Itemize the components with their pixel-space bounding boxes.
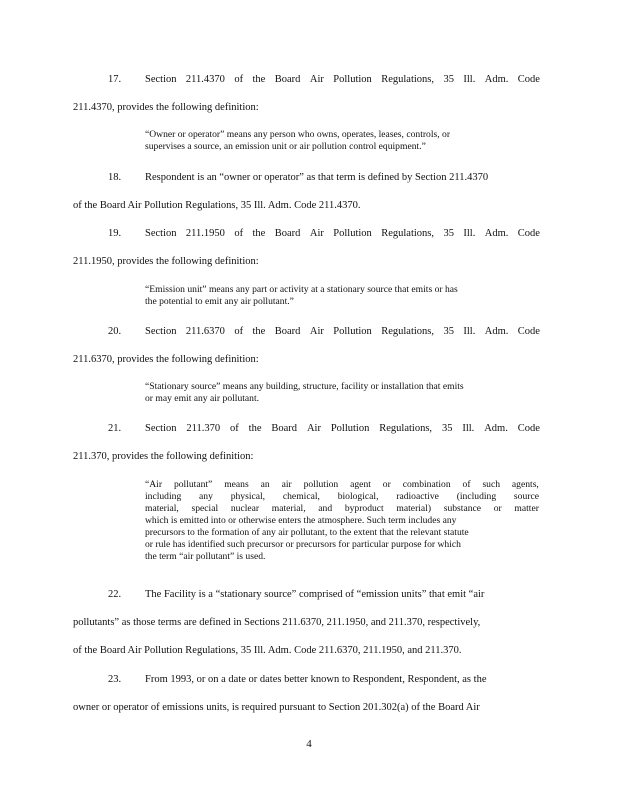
word: Air [309,74,324,85]
word: including [145,491,182,502]
quote-line: or may emit any air pollutant. [145,393,260,404]
word: such [482,479,501,490]
quote-justified-line [145,479,539,491]
word: pollutant” [173,479,213,490]
word: 35 [443,74,454,85]
paragraph-line: of the Board Air Pollution Regulations, 35 Ill. Adm. Code 211.6370, 211.1950, and 211.370. [73,645,462,656]
quote-line: which is emitted into or otherwise enters the atmosphere. Such term includes any [145,515,457,526]
quote-justified-line [145,503,539,515]
paragraph-line: 211.4370, provides the following definition: [73,102,259,113]
paragraph-number: 21. [108,423,122,434]
block-quote [145,129,450,153]
word: Air [306,423,321,434]
word: Section [145,74,177,85]
word: Board [274,326,301,337]
word: Board [271,423,298,434]
word: “Air [145,479,163,490]
paragraph-line: 211.6370, provides the following definition: [73,354,259,365]
word: substance [443,503,482,514]
word: of [234,326,244,337]
word: agents, [511,479,539,490]
word: 211.6370 [185,326,225,337]
word: means [224,479,249,490]
word: the [252,74,266,85]
word: Code [517,326,540,337]
word: Adm. [484,228,509,239]
paragraph-number: 17. [108,74,122,85]
justified-line [145,227,540,240]
quote-line: “Owner or operator” means any person who owns, operates, leases, controls, or [145,129,451,140]
word: any [199,491,213,502]
word: the [252,228,266,239]
word: the [252,326,266,337]
paragraph-line: 211.370, provides the following definition: [73,451,254,462]
word: Code [517,423,540,434]
word: and [318,503,333,514]
word: 211.1950 [185,228,225,239]
word: of [462,479,471,490]
word: Air [309,228,324,239]
word: of [234,228,244,239]
word: of [230,423,239,434]
quote-line: “Emission unit” means any part or activity at a stationary source that emits or has [145,284,458,295]
word: Adm. [484,423,508,434]
word: Pollution [330,423,370,434]
paragraph-line: From 1993, or on a date or dates better known to Respondent, Respondent, as the [145,674,487,685]
quote-line: the potential to emit any air pollutant.” [145,296,294,307]
block-quote [145,284,458,308]
word: Regulations, [379,423,433,434]
justified-line [145,422,540,435]
word: combination [402,479,451,490]
word: Regulations, [381,326,435,337]
word: physical, [230,491,266,502]
word: 35 [443,326,454,337]
word: Board [274,74,301,85]
word: 35 [441,423,453,434]
word: Ill. [463,228,476,239]
word: Adm. [484,326,509,337]
quote-line: the term “air pollutant” is used. [145,551,266,562]
word: nuclear [230,503,260,514]
word: agent [350,479,371,490]
paragraph-number: 23. [108,674,122,685]
word: Code [517,228,540,239]
justified-line [145,325,540,338]
word: Board [274,228,301,239]
word: or [493,503,502,514]
paragraph-line: Respondent is an “owner or operator” as that term is defined by Section 211.4370 [145,172,489,183]
word: byproduct [344,503,384,514]
word: Ill. [462,423,475,434]
quote-line: precursors to the formation of any air pollutant, to the extent that the relevant statute [145,527,469,538]
quote-line: “Stationary source” means any building, structure, facility or installation that emits [145,381,464,392]
quote-line: or rule has identified such precursor or precursors for particular purpose for which [145,539,461,550]
paragraph-number: 20. [108,326,122,337]
word: Regulations, [381,74,435,85]
block-quote [145,381,464,405]
word: Section [145,326,177,337]
word: the [248,423,262,434]
paragraph-number: 18. [108,172,122,183]
word: (including [456,491,497,502]
word: Air [309,326,324,337]
word: Section [145,228,177,239]
word: chemical, [282,491,320,502]
quote-line: supervises a source, an emission unit or air pollution control equipment.” [145,141,426,152]
word: Regulations, [381,228,435,239]
word: Code [517,74,540,85]
word: material, [271,503,306,514]
word: material) [396,503,432,514]
word: or [382,479,391,490]
justified-line [145,73,540,86]
word: biological, [337,491,379,502]
paragraph-line: The Facility is a “stationary source” comprised of “emission units” that emit “air [145,589,485,600]
word: an [260,479,270,490]
word: source [513,491,539,502]
word: Pollution [333,228,372,239]
page-number: 4 [306,738,312,750]
paragraph-line: of the Board Air Pollution Regulations, 35 Ill. Adm. Code 211.4370. [73,200,361,211]
paragraph-line: 211.1950, provides the following definition: [73,256,259,267]
paragraph-number: 22. [108,589,122,600]
paragraph-line: pollutants” as those terms are defined in Sections 211.6370, 211.1950, and 211.370, respectively, [73,617,481,628]
word: 211.370 [186,423,221,434]
word: Section [145,423,177,434]
block-quote [145,479,539,563]
word: Ill. [463,326,476,337]
word: of [234,74,244,85]
word: air [281,479,292,490]
word: matter [514,503,539,514]
word: material, [145,503,179,514]
word: 35 [443,228,454,239]
quote-justified-line [145,491,539,503]
paragraph-number: 19. [108,228,122,239]
word: 211.4370 [185,74,225,85]
word: Ill. [463,74,476,85]
word: Pollution [333,326,372,337]
word: radioactive [396,491,439,502]
word: pollution [303,479,339,490]
word: Adm. [484,74,509,85]
word: special [191,503,219,514]
word: Pollution [333,74,372,85]
paragraph-line: owner or operator of emissions units, is required pursuant to Section 201.302(a) of the Board Air [73,702,480,713]
